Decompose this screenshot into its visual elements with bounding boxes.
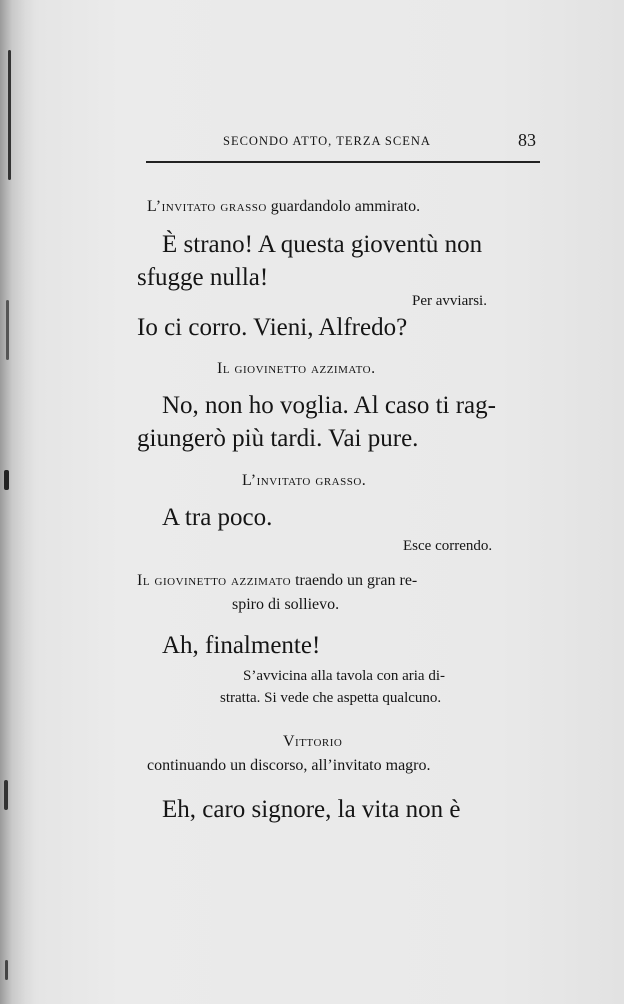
gutter-mark — [4, 780, 8, 810]
page-header — [148, 130, 540, 156]
speaker-name: L’invitato grasso. — [242, 472, 367, 489]
speaker-name: Il giovinetto azzimato. — [217, 360, 376, 377]
stage-direction: traendo un gran re- — [295, 572, 418, 589]
stage-direction: spiro di sollievo. — [232, 596, 340, 613]
speaker-name: L’invitato grasso — [147, 198, 267, 215]
dialogue-line: Io ci corro. Vieni, Alfredo? — [137, 314, 408, 341]
dialogue-line: giungerò più tardi. Vai pure. — [137, 425, 419, 452]
gutter-mark — [4, 470, 9, 490]
book-gutter-shadow — [0, 0, 34, 1004]
running-head: SECONDO ATTO, TERZA SCENA — [223, 134, 431, 148]
dialogue-line: sfugge nulla! — [137, 264, 269, 291]
stage-caption — [137, 572, 417, 590]
gutter-mark — [5, 960, 8, 980]
stage-direction: guardandolo ammirato. — [270, 198, 421, 215]
dialogue-line: È strano! A questa gioventù non — [162, 231, 483, 258]
stage-caption — [147, 198, 420, 216]
gutter-mark — [6, 300, 9, 360]
page-number: 83 — [518, 130, 536, 150]
dialogue-line: Ah, finalmente! — [162, 632, 321, 659]
stage-direction: S’avvicina alla tavola con aria di- — [243, 668, 445, 684]
header-rule — [146, 161, 540, 163]
speaker-name: Il giovinetto azzimato — [137, 572, 292, 589]
stage-direction: stratta. Si vede che aspetta qualcuno. — [220, 690, 442, 706]
stage-direction: Esce correndo. — [403, 538, 493, 554]
dialogue-line: A tra poco. — [162, 504, 273, 531]
speaker-name: Vittorio — [283, 733, 343, 750]
stage-direction: Per avviarsi. — [412, 293, 487, 309]
gutter-mark — [8, 50, 11, 180]
dialogue-line: Eh, caro signore, la vita non è — [162, 796, 461, 823]
dialogue-line: No, non ho voglia. Al caso ti rag- — [162, 392, 496, 419]
stage-direction: continuando un discorso, all’invitato magro. — [147, 757, 431, 774]
